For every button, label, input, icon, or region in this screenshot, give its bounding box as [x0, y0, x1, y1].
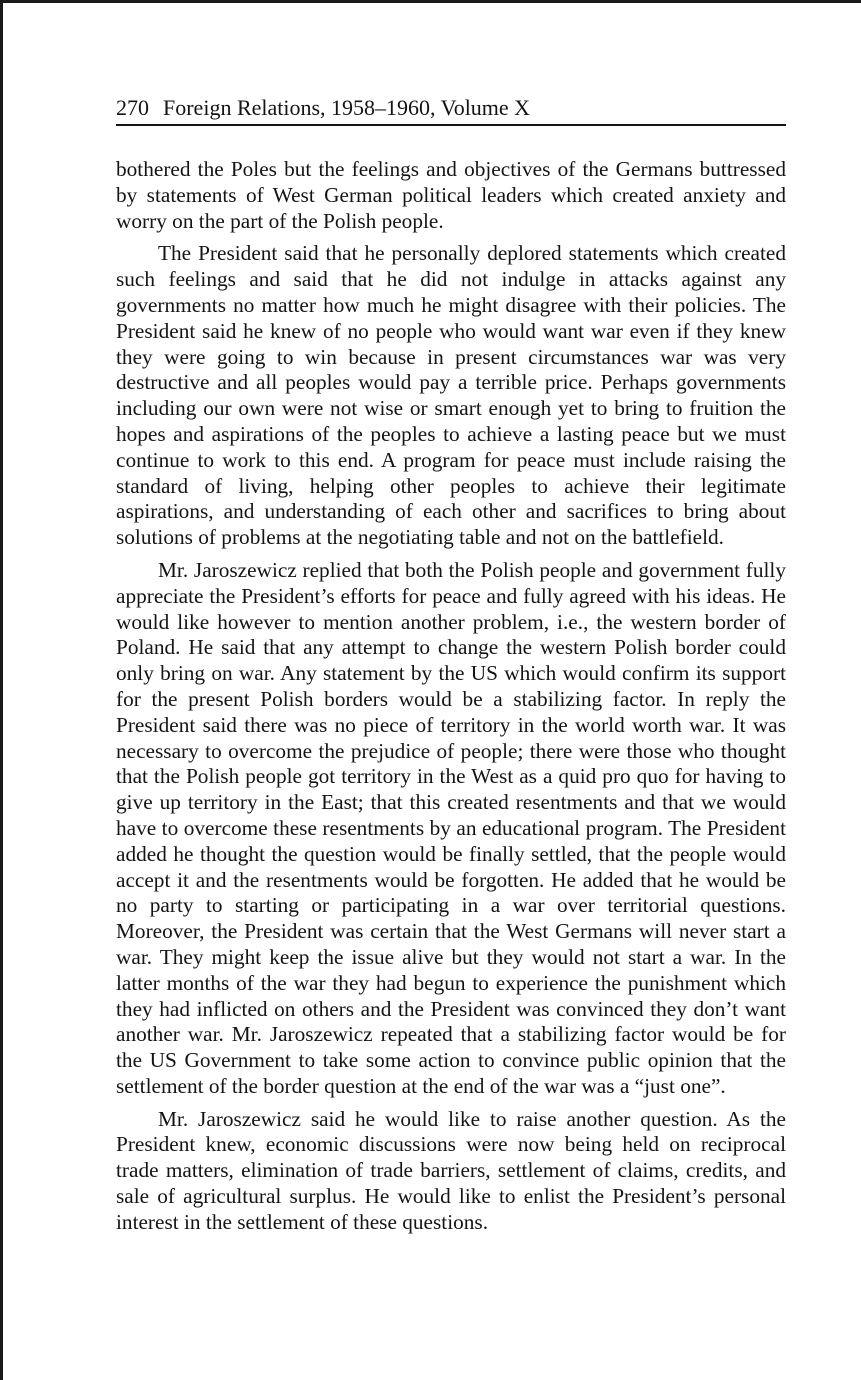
paragraph: Mr. Jaroszewicz replied that both the Polish people and government fully appreciate the President’s efforts for peace and fully agreed with his ideas. He would like however to mention another problem, i.e., the western border of Poland. He said that any attempt to change the western Polish border could only bring on war. Any statement by the US which would confirm its support for the present Polish borders would be a stabilizing factor. In reply the President said there was no piece of territory in the world worth war. It was necessary to overcome the prejudice of people; there were those who thought that the Polish people got territory in the West as a quid pro quo for having to give up territory in the East; that this created resentments and that we would have to overcome these resentments by an educational program. The President added he thought the question would be finally settled, that the people would accept it and the resentments would be forgotten. He added that he would be no party to starting or participating in a war over territorial questions. Moreover, the President was certain that the West Germans will never start a war. They might keep the issue alive but they would not start a war. In the latter months of the war they had begun to experience the punishment which they had inflicted on others and the President was convinced they don’t want another war. Mr. Jaroszewicz repeated that a stabilizing factor would be for the US Government to take some action to convince public opinion that the settlement of the border question at the end of the war was a “just one”.: [116, 557, 786, 1098]
running-title: Foreign Relations, 1958–1960, Volume X: [163, 95, 531, 120]
page-number: 270: [116, 95, 149, 120]
document-body: [116, 157, 786, 1243]
paragraph-continued: bothered the Poles but the feelings and objectives of the Germans buttressed by statements of West German political leaders which created anxiety and worry on the part of the Polish people.: [116, 157, 786, 233]
paragraph: Mr. Jaroszewicz said he would like to raise another question. As the President knew, economic discussions were now being held on reciprocal trade matters, elimination of trade barriers, settlement of claims, credits, and sale of agricultural surplus. He would like to enlist the President’s personal interest in the settlement of these questions.: [116, 1106, 786, 1234]
paragraph: The President said that he personally deplored statements which created such feelings and said that he did not indulge in attacks against any governments no matter how much he might disagree with their policies. The President said he knew of no people who would want war even if they knew they were going to win because in present circumstances war was very destructive and all peoples would pay a terrible price. Perhaps governments including our own were not wise or smart enough yet to bring to fruition the hopes and aspirations of the peoples to achieve a lasting peace but we must continue to work to this end. A program for peace must include raising the standard of living, helping other peoples to achieve their legitimate aspirations, and understanding of each other and sacrifices to bring about solutions of problems at the negotiating table and not on the battlefield.: [116, 241, 786, 550]
running-header: [116, 95, 786, 126]
